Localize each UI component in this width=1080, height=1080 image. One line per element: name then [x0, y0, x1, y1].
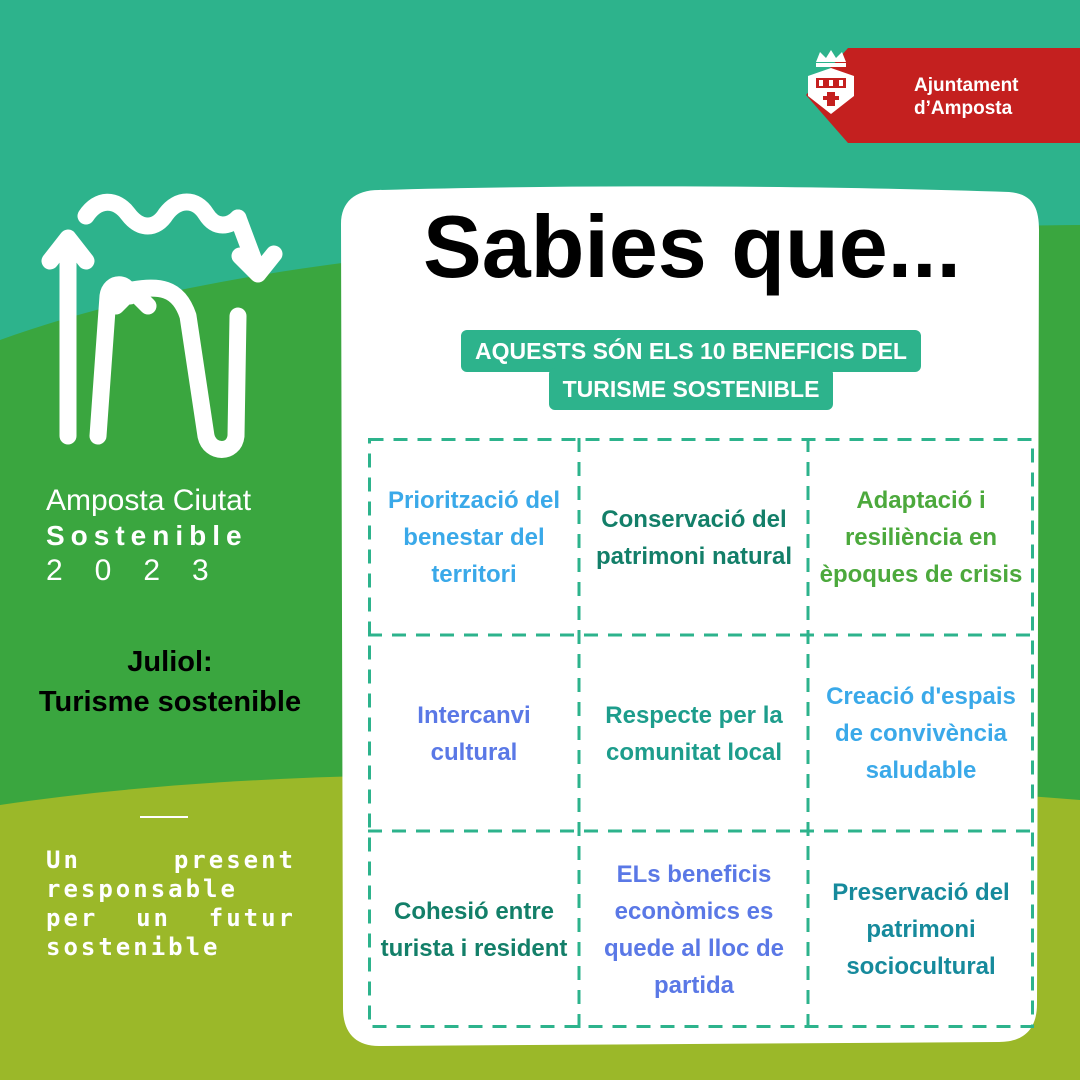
benefit-cell [818, 446, 1024, 629]
benefit-text: Priorització del benestar del territori [387, 487, 561, 588]
benefit-cell [378, 838, 570, 1021]
month-label: Juliol: [127, 646, 213, 678]
benefit-text: Intercanvi cultural [417, 701, 531, 766]
theme-label: Turisme sostenible [38, 686, 302, 718]
crest-icon [806, 48, 856, 116]
benefit-text: Conservació del patrimoni natural [595, 505, 793, 570]
slogan-line2: responsable [46, 875, 238, 903]
ajuntament-badge[interactable] [806, 48, 1080, 143]
badge-line1: Ajuntament [914, 75, 1019, 96]
benefit-text: Cohesió entre turista i resident [380, 897, 568, 962]
card-title: Sabies que... [423, 197, 961, 296]
slogan-line4: sostenible [46, 933, 221, 961]
benefit-text: Preservació del patrimoni sociocultural [832, 879, 1010, 980]
divider [140, 816, 188, 818]
benefit-cell [590, 446, 798, 629]
slogan-line3: per un futur [46, 904, 296, 932]
subtitle-line2: TURISME SOSTENIBLE [549, 368, 834, 410]
benefit-cell [378, 446, 570, 629]
logo-line3: 2023 [46, 554, 241, 587]
benefit-cell [378, 642, 570, 825]
logo-line2: Sostenible [46, 520, 248, 551]
sustainable-city-arrows-logo [38, 186, 298, 466]
slogan [46, 846, 296, 962]
benefit-text: Creació d'espais de convivència saludable [826, 683, 1016, 784]
benefit-text: ELs beneficis econòmics es quede al lloc de partida [603, 860, 785, 999]
card-subtitle [366, 330, 1016, 410]
badge-line2: d’Amposta [914, 98, 1013, 119]
month-theme [0, 642, 340, 722]
logo-line1: Amposta Ciutat [46, 484, 252, 517]
benefit-cell [590, 642, 798, 825]
benefit-cell [818, 642, 1024, 825]
benefit-cell [818, 838, 1024, 1021]
subtitle-line1: AQUESTS SÓN ELS 10 BENEFICIS DEL [461, 330, 921, 372]
benefit-text: Adaptació i resiliència en èpoques de crisis [819, 487, 1023, 588]
logo-wordmark [46, 484, 286, 588]
benefits-grid [368, 438, 1034, 1028]
benefit-cell [590, 838, 798, 1021]
slogan-line1: Un present [46, 846, 296, 874]
benefit-text: Respecte per la comunitat local [605, 701, 783, 766]
badge-label [914, 74, 1019, 120]
